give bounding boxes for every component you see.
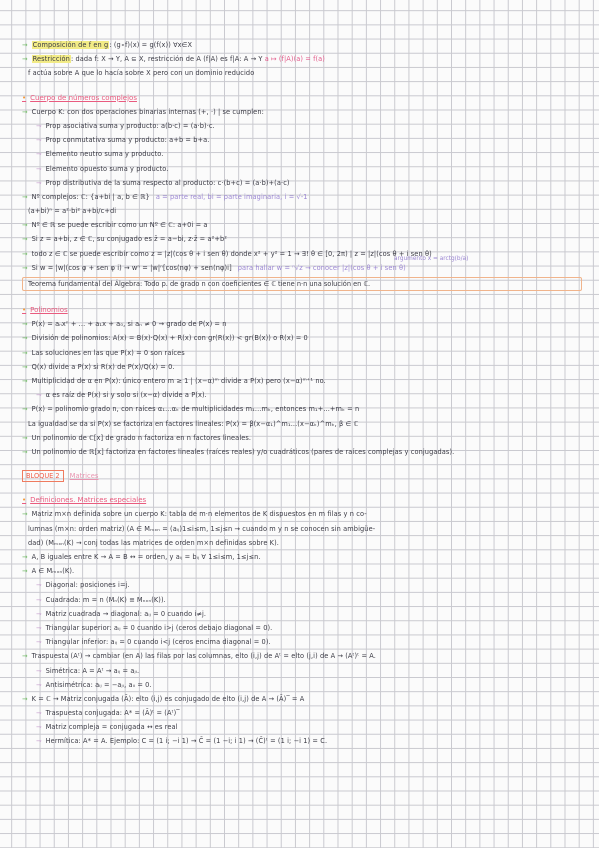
note-line bbox=[22, 635, 582, 649]
arrow-icon: ⇁ bbox=[36, 609, 42, 618]
note-line bbox=[22, 317, 582, 331]
note-text: Hermítica: A* = A. Ejemplo: C = (1 i; −i 1) → C̄ = (1 −i; i 1) → (C̄)ᵗ = (1 i; −i 1) = C. bbox=[45, 737, 328, 746]
note-line bbox=[22, 190, 582, 204]
arrow-icon: → bbox=[22, 263, 28, 272]
note-text: Cuerpo K: con dos operaciones binarias internas (+, ·) | se cumplen: bbox=[31, 107, 264, 116]
note-line bbox=[22, 621, 582, 635]
note-line bbox=[22, 564, 582, 578]
note-text: Triangular superior: aᵢⱼ = 0 cuando i>j (ceros debajo diagonal = 0). bbox=[45, 623, 273, 632]
note-line bbox=[22, 664, 582, 678]
note-text: (a+bi)ⁿ = a²·bi² a+bi/c+di bbox=[28, 207, 117, 216]
spacer bbox=[22, 81, 582, 91]
note-text: Las soluciones en las que P(x) = 0 son raíces bbox=[31, 348, 185, 357]
note-line bbox=[22, 417, 582, 431]
note-text: Prop asociativa suma y producto: a(b·c) = (a·b)·c. bbox=[45, 121, 215, 130]
arrow-icon: → bbox=[22, 362, 28, 371]
note-line bbox=[22, 678, 582, 692]
section-complex-title bbox=[22, 91, 582, 105]
note-text: La igualdad se da si P(x) se factoriza en factores lineales: P(x) = β(x−α₁)^m₁...(x−αₖ)^mₖ, β ∈ ℂ bbox=[28, 419, 359, 428]
restriction-heading: Restricción bbox=[32, 55, 70, 64]
note-line bbox=[22, 507, 582, 521]
bullet-icon: • bbox=[22, 93, 27, 102]
matrices-title-text: Definiciones. Matrices especiales bbox=[30, 496, 147, 505]
note-line bbox=[22, 204, 582, 218]
composition-text: : (g∘f)(x) = g(f(x)) ∀x∈X bbox=[109, 41, 193, 49]
note-text: K = ℂ → Matriz conjugada (Ā): elto (i,j) es conjugado de elto (i,j) de A → (Ā)‾ = A bbox=[31, 694, 305, 703]
note-text: Nº ∈ ℝ se puede escribir como un Nº ∈ ℂ: a+0i = a bbox=[31, 221, 208, 230]
arrow-icon: ⇁ bbox=[36, 638, 42, 647]
note-line bbox=[22, 734, 582, 748]
arrow-icon: → bbox=[22, 221, 28, 230]
arrow-icon: → bbox=[22, 510, 28, 519]
note-text: Matriz compleja = conjugada ↔ es real bbox=[45, 723, 178, 732]
bullet-icon: • bbox=[22, 496, 27, 505]
note-line bbox=[22, 706, 582, 720]
argument-note: argumento x = arctg(b/a) bbox=[394, 256, 469, 262]
arrow-icon: → bbox=[22, 447, 28, 456]
arrow-icon: ⇁ bbox=[36, 680, 42, 689]
matrices-lines bbox=[22, 507, 582, 748]
spacer bbox=[22, 459, 582, 469]
note-text: A ∈ Mₘₓₙ(K). bbox=[31, 567, 75, 576]
note-line bbox=[22, 593, 582, 607]
note-text: Elemento neutro suma y producto. bbox=[45, 150, 164, 159]
note-line bbox=[22, 550, 582, 564]
arrow-icon: → bbox=[22, 567, 28, 576]
note-text: Cuadrada: m = n (Mₙ(K) ≡ Mₙₓₙ(K)). bbox=[45, 595, 166, 604]
note-text: Traspuesta (Aᵗ) → cambiar (en A) las filas por las columnas, elto (i,j) de Aᵗ = elto (j,i) de A → (Aᵗ)ᵗ = A. bbox=[31, 652, 376, 661]
arrow-icon: → bbox=[22, 694, 28, 703]
arrow-icon: → bbox=[22, 652, 28, 661]
note-text: División de polinomios: A(x) = B(x)·Q(x) + R(x) con gr(R(x)) < gr(B(x)) o R(x) = 0 bbox=[31, 334, 308, 343]
theorem-text: Teorema fundamental del Álgebra: Todo p. de grado n con coeficientes ∈ ℂ tiene n·n una solución en ℂ. bbox=[28, 280, 371, 288]
note-text: P(x) = aₙxⁿ + ... + a₁x + a₀, si aₙ ≠ 0 → grado de P(x) = n bbox=[31, 320, 227, 329]
block-tag: BLOQUE 2 bbox=[22, 470, 64, 482]
note-text: Multiplicidad de α en P(x): único entero m ≥ 1 | (x−α)ᵐ divide a P(x) pero (x−α)ᵐ⁺¹ no. bbox=[31, 376, 326, 385]
arrow-icon: ⇁ bbox=[36, 136, 42, 145]
arrow-icon: → bbox=[22, 107, 28, 116]
note-text: α es raíz de P(x) si y solo si (x−α) divide a P(x). bbox=[45, 391, 207, 400]
arrow-icon: → bbox=[22, 405, 28, 414]
arrow-icon: ⇁ bbox=[36, 178, 42, 187]
note-line bbox=[22, 162, 582, 176]
arrow-icon: → bbox=[22, 55, 28, 64]
block-header bbox=[22, 469, 582, 483]
note-text: Diagonal: posiciones i=j. bbox=[45, 581, 130, 590]
arrow-icon: → bbox=[22, 249, 28, 258]
note-text: Prop distributiva de la suma respecto al producto: c·(b+c) = (a·b)+(a·c) bbox=[45, 178, 290, 187]
arrow-icon: ⇁ bbox=[36, 150, 42, 159]
note-line bbox=[22, 331, 582, 345]
note-line bbox=[22, 402, 582, 416]
note-line bbox=[22, 147, 582, 161]
note-text: lumnas (m×n: orden matriz) (A ∈ Mₘₓₙ = (aᵢⱼ)1≤i≤m, 1≤j≤n → cuando m y n se conocen sin ambigüe- bbox=[28, 524, 376, 533]
restriction-explanation bbox=[22, 66, 582, 80]
arrow-icon: → bbox=[22, 433, 28, 442]
note-text: Matriz cuadrada → diagonal: aᵢⱼ = 0 cuando i≠j. bbox=[45, 609, 207, 618]
note-line bbox=[22, 176, 582, 190]
side-note: para hallar w = ⁿ√z → conocer |z|(cos θ + i sen θ) bbox=[237, 263, 406, 272]
block-title: Matrices bbox=[69, 472, 99, 481]
complex-lines bbox=[22, 105, 582, 275]
note-text: A, B iguales entre K → A = B ↔ = orden, y aᵢⱼ = bᵢⱼ ∀ 1≤i≤m, 1≤j≤n. bbox=[31, 553, 261, 561]
notes-page bbox=[22, 38, 582, 749]
restriction-line bbox=[22, 52, 582, 66]
note-text: P(x) = polinomio grado n, con raíces α₁...αₖ de multiplicidades m₁...mₖ, entonces m₁+...+mₖ = n bbox=[31, 405, 360, 414]
arrow-icon: ⇁ bbox=[36, 737, 42, 746]
arrow-icon: → bbox=[22, 41, 28, 49]
arrow-icon: ⇁ bbox=[36, 709, 42, 718]
note-text: Un polinomio de ℝ[x] factoriza en factores lineales (raíces reales) y/o cuadráticos (pares de raíces complejas y conjugadas). bbox=[31, 447, 455, 456]
polynomial-lines bbox=[22, 317, 582, 459]
arrow-icon: ⇁ bbox=[36, 666, 42, 675]
note-line bbox=[22, 374, 582, 388]
arrow-icon: → bbox=[22, 348, 28, 357]
note-line bbox=[22, 346, 582, 360]
note-line bbox=[22, 431, 582, 445]
note-line bbox=[22, 692, 582, 706]
arrow-icon: ⇁ bbox=[36, 623, 42, 632]
note-text: Si w = |w|(cos φ + sen φ i) → wⁿ = |w|ⁿ[cos(nφ) + sen(nφ)i] bbox=[31, 263, 232, 272]
note-line bbox=[22, 578, 582, 592]
arrow-icon: ⇁ bbox=[36, 121, 42, 130]
composition-heading: Composición de f en g bbox=[32, 41, 109, 49]
restriction-explanation-text: f actúa sobre A que lo hacía sobre X pero con un dominio reducido bbox=[28, 69, 255, 78]
note-line bbox=[22, 105, 582, 119]
note-line bbox=[22, 649, 582, 663]
spacer bbox=[22, 483, 582, 493]
note-text: Triangular inferior: aᵢⱼ = 0 cuando i<j (ceros encima diagonal = 0). bbox=[45, 638, 271, 647]
arrow-icon: → bbox=[22, 553, 28, 561]
note-text: Q(x) divide a P(x) si R(x) de P(x)/Q(x) = 0. bbox=[31, 362, 175, 371]
arrow-icon: ⇁ bbox=[36, 723, 42, 732]
note-line bbox=[22, 133, 582, 147]
note-text: Matriz m×n definida sobre un cuerpo K: tabla de m·n elementos de K dispuestos en m filas y n co- bbox=[31, 510, 367, 519]
complex-title-text: Cuerpo de números complejos bbox=[30, 93, 137, 102]
arrow-icon: → bbox=[22, 235, 28, 244]
note-text: Nº complejos: ℂ: {a+bi | a, b ∈ ℝ} bbox=[31, 192, 150, 201]
bullet-icon: • bbox=[22, 306, 27, 314]
note-text: Prop conmutativa suma y producto: a+b = b+a. bbox=[45, 136, 210, 145]
restriction-note: a ↦ (f|A)(a) = f(a) bbox=[264, 55, 325, 64]
note-line bbox=[22, 607, 582, 621]
note-text: Si z = a+bi, z ∈ ℂ, su conjugado es z̄ = a−bi, z·z̄ = a²+b² bbox=[31, 235, 227, 244]
spacer bbox=[22, 293, 582, 303]
arrow-icon: → bbox=[22, 320, 28, 329]
note-line bbox=[22, 720, 582, 734]
note-text: Simétrica: A = Aᵗ → aᵢⱼ = aⱼᵢ. bbox=[45, 666, 140, 675]
note-line bbox=[22, 247, 582, 261]
arrow-icon: ⇁ bbox=[36, 595, 42, 604]
fundamental-theorem-box bbox=[22, 277, 582, 291]
arrow-icon: → bbox=[22, 192, 28, 201]
arrow-icon: ⇁ bbox=[36, 391, 42, 400]
section-polynomials-title bbox=[22, 303, 582, 317]
note-text: Traspuesta conjugada: A* = (Ā)ᵗ = (Aᵗ)‾ bbox=[45, 709, 180, 718]
note-text: Un polinomio de ℂ[x] de grado n factoriza en n factores lineales. bbox=[31, 433, 252, 442]
note-line bbox=[22, 522, 582, 536]
polynomials-title-text: Polinomios bbox=[30, 306, 68, 314]
note-line bbox=[22, 119, 582, 133]
note-text: todo z ∈ ℂ se puede escribir como z = |z|(cos θ + i sen θ) donde x² + y² = 1 → ∃! θ ∈ [0, 2π) | z = |z|(cos θ + i sen θ) bbox=[31, 249, 432, 258]
note-line bbox=[22, 445, 582, 459]
restriction-text: : dada f: X → Y, A ⊆ X, restricción de A (f|A) es f|A: A → Y bbox=[70, 55, 263, 64]
side-note: a = parte real, bi = parte imaginaria, i = √-1 bbox=[155, 192, 308, 201]
arrow-icon: → bbox=[22, 334, 28, 343]
note-text: Elemento opuesto suma y producto. bbox=[45, 164, 169, 173]
note-line bbox=[22, 536, 582, 550]
note-line bbox=[22, 232, 582, 246]
note-line bbox=[22, 261, 582, 275]
arrow-icon: ⇁ bbox=[36, 164, 42, 173]
note-text: dad) (Mₘₓₙ(K) → conj todas las matrices de orden m×n definidas sobre K). bbox=[28, 538, 279, 547]
note-line bbox=[22, 360, 582, 374]
composition-line bbox=[22, 38, 582, 52]
section-matrices-title bbox=[22, 493, 582, 507]
note-text: Antisimétrica: aᵢⱼ = −aⱼᵢ, aᵢᵢ = 0. bbox=[45, 680, 152, 689]
note-line bbox=[22, 388, 582, 402]
note-line bbox=[22, 218, 582, 232]
arrow-icon: ⇁ bbox=[36, 581, 42, 590]
arrow-icon: → bbox=[22, 376, 28, 385]
